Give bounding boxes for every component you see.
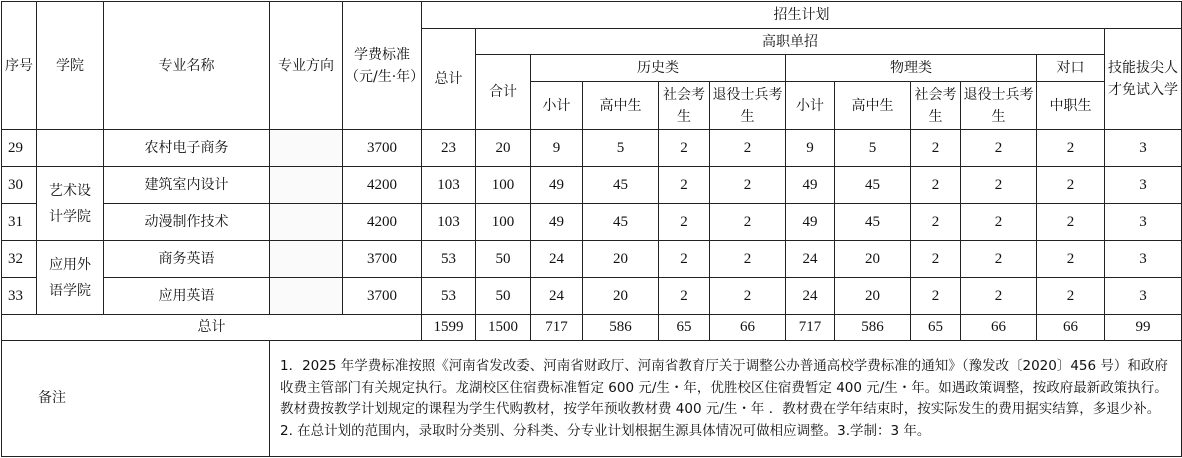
- row-skill: 3: [1105, 241, 1182, 278]
- row-p-soc: 2: [911, 167, 961, 204]
- row-direction: [270, 278, 343, 315]
- row-tuition: 4200: [343, 167, 422, 204]
- header-major: 专业名称: [104, 2, 270, 130]
- row-skill: 3: [1105, 130, 1182, 167]
- header-seq: 序号: [2, 2, 37, 130]
- row-total: 53: [422, 241, 476, 278]
- header-total: 总计: [422, 29, 476, 130]
- row-sec: 2: [1037, 167, 1105, 204]
- row-direction: [270, 241, 343, 278]
- header-secondary: 中职生: [1037, 82, 1105, 130]
- row-major: 商务英语: [104, 241, 270, 278]
- row-skill: 3: [1105, 278, 1182, 315]
- row-p-hs: 45: [835, 204, 911, 241]
- row-p-hs: 5: [835, 130, 911, 167]
- row-p-sub: 49: [786, 167, 835, 204]
- table-row: [2, 130, 1182, 167]
- row-tuition: 3700: [343, 241, 422, 278]
- row-p-hs: 20: [835, 241, 911, 278]
- row-p-sub: 49: [786, 204, 835, 241]
- notes-label: 备注: [2, 341, 270, 457]
- row-seq: 29: [2, 130, 37, 167]
- row-sec: 2: [1037, 241, 1105, 278]
- row-h-hs: 45: [583, 204, 659, 241]
- row-sec: 2: [1037, 278, 1105, 315]
- header-higher-voc: 高职单招: [476, 29, 1105, 55]
- header-h-highschool: 高中生: [583, 82, 659, 130]
- row-p-vet: 2: [961, 278, 1037, 315]
- header-h-veteran: 退役士兵考生: [710, 82, 786, 130]
- totals-total: 1599: [422, 315, 476, 341]
- totals-p-vet: 66: [961, 315, 1037, 341]
- row-tuition: 3700: [343, 130, 422, 167]
- row-h-hs: 20: [583, 241, 659, 278]
- row-p-vet: 2: [961, 204, 1037, 241]
- row-h-sub: 24: [531, 241, 583, 278]
- row-h-soc: 2: [659, 130, 710, 167]
- row-direction: [270, 130, 343, 167]
- row-total: 53: [422, 278, 476, 315]
- row-hv-total: 50: [476, 278, 531, 315]
- row-p-vet: 2: [961, 167, 1037, 204]
- row-h-hs: 5: [583, 130, 659, 167]
- totals-h-hs: 586: [583, 315, 659, 341]
- header-duikou: 对口: [1037, 55, 1105, 82]
- row-direction: [270, 167, 343, 204]
- row-h-vet: 2: [710, 241, 786, 278]
- totals-p-sub: 717: [786, 315, 835, 341]
- notes-line4: 2. 在总计划的范围内，录取时分类别、分科类、分专业计划根据生源具体情况可做相应调整。3.学制：3 年。: [280, 422, 931, 439]
- row-p-soc: 2: [911, 278, 961, 315]
- table-row: [2, 278, 1182, 315]
- row-college: [37, 130, 104, 167]
- header-physics: 物理类: [786, 55, 1037, 82]
- row-h-soc: 2: [659, 278, 710, 315]
- row-tuition: 3700: [343, 278, 422, 315]
- header-p-veteran: 退役士兵考生: [961, 82, 1037, 130]
- row-h-sub: 49: [531, 167, 583, 204]
- row-hv-total: 100: [476, 167, 531, 204]
- row-seq: 30: [2, 167, 37, 204]
- row-h-sub: 24: [531, 278, 583, 315]
- row-total: 23: [422, 130, 476, 167]
- totals-skill: 99: [1105, 315, 1182, 341]
- row-p-soc: 2: [911, 241, 961, 278]
- row-sec: 2: [1037, 204, 1105, 241]
- header-hv-total: 合计: [476, 55, 531, 130]
- totals-sec: 66: [1037, 315, 1105, 341]
- totals-row: [2, 315, 1182, 341]
- header-history: 历史类: [531, 55, 786, 82]
- notes-line3: 教材费按教学计划规定的课程为学生代购教材，按学年预收教材费 400 元/生・年 ．教材费在学年结束时，按实际发生的费用据实结算，多退少补。: [280, 401, 1161, 417]
- row-p-vet: 2: [961, 241, 1037, 278]
- row-h-soc: 2: [659, 204, 710, 241]
- enrollment-plan-table: [1, 1, 1182, 457]
- row-h-vet: 2: [710, 130, 786, 167]
- row-p-sub: 24: [786, 241, 835, 278]
- row-seq: 32: [2, 241, 37, 278]
- row-skill: 3: [1105, 167, 1182, 204]
- row-p-vet: 2: [961, 130, 1037, 167]
- row-major: 农村电子商务: [104, 130, 270, 167]
- notes-row: [2, 341, 1182, 457]
- row-h-hs: 20: [583, 278, 659, 315]
- row-p-soc: 2: [911, 130, 961, 167]
- table-row: [2, 241, 1182, 278]
- row-tuition: 4200: [343, 204, 422, 241]
- row-hv-total: 100: [476, 204, 531, 241]
- row-hv-total: 50: [476, 241, 531, 278]
- header-tuition: 学费标准（元/生·年）: [343, 2, 422, 130]
- totals-h-vet: 66: [710, 315, 786, 341]
- row-h-vet: 2: [710, 278, 786, 315]
- row-p-sub: 24: [786, 278, 835, 315]
- row-direction: [270, 204, 343, 241]
- row-p-hs: 20: [835, 278, 911, 315]
- totals-p-hs: 586: [835, 315, 911, 341]
- totals-p-soc: 65: [911, 315, 961, 341]
- header-p-highschool: 高中生: [835, 82, 911, 130]
- row-seq: 33: [2, 278, 37, 315]
- header-plan-title: 招生计划: [422, 2, 1182, 29]
- table-row: [2, 204, 1182, 241]
- row-seq: 31: [2, 204, 37, 241]
- row-p-sub: 9: [786, 130, 835, 167]
- header-direction: 专业方向: [270, 2, 343, 130]
- row-p-hs: 45: [835, 167, 911, 204]
- row-major: 建筑室内设计: [104, 167, 270, 204]
- row-h-sub: 49: [531, 204, 583, 241]
- notes-content: [270, 341, 1182, 457]
- header-row-1: [2, 2, 1182, 29]
- totals-h-sub: 717: [531, 315, 583, 341]
- totals-label: 总计: [2, 315, 422, 341]
- totals-h-soc: 65: [659, 315, 710, 341]
- row-total: 103: [422, 204, 476, 241]
- table-row: [2, 167, 1182, 204]
- header-p-subtotal: 小计: [786, 82, 835, 130]
- notes-line2: 收费主管部门有关规定执行。龙湖校区住宿费标准暂定 600 元/生・年，优胜校区住宿费暂定 400 元/生・年。如遇政策调整，按政府最新政策执行。: [280, 379, 1168, 396]
- row-h-vet: 2: [710, 204, 786, 241]
- header-p-social: 社会考生: [911, 82, 961, 130]
- row-skill: 3: [1105, 204, 1182, 241]
- row-p-soc: 2: [911, 204, 961, 241]
- header-college: 学院: [37, 2, 104, 130]
- row-major: 应用英语: [104, 278, 270, 315]
- header-h-subtotal: 小计: [531, 82, 583, 130]
- totals-hv-total: 1500: [476, 315, 531, 341]
- row-h-hs: 45: [583, 167, 659, 204]
- row-total: 103: [422, 167, 476, 204]
- row-h-vet: 2: [710, 167, 786, 204]
- header-skill: 技能拔尖人才免试入学: [1105, 29, 1182, 130]
- row-college: 艺术设计学院: [37, 167, 104, 241]
- row-hv-total: 20: [476, 130, 531, 167]
- row-college: 应用外语学院: [37, 241, 104, 315]
- row-sec: 2: [1037, 130, 1105, 167]
- row-h-soc: 2: [659, 167, 710, 204]
- row-h-sub: 9: [531, 130, 583, 167]
- row-major: 动漫制作技术: [104, 204, 270, 241]
- header-h-social: 社会考生: [659, 82, 710, 130]
- row-h-soc: 2: [659, 241, 710, 278]
- notes-line1: 1．2025 年学费标准按照《河南省发改委、河南省财政厅、河南省教育厅关于调整公办普通高校学费标准的通知》（豫发改〔2020〕456 号）和政府: [280, 358, 1168, 374]
